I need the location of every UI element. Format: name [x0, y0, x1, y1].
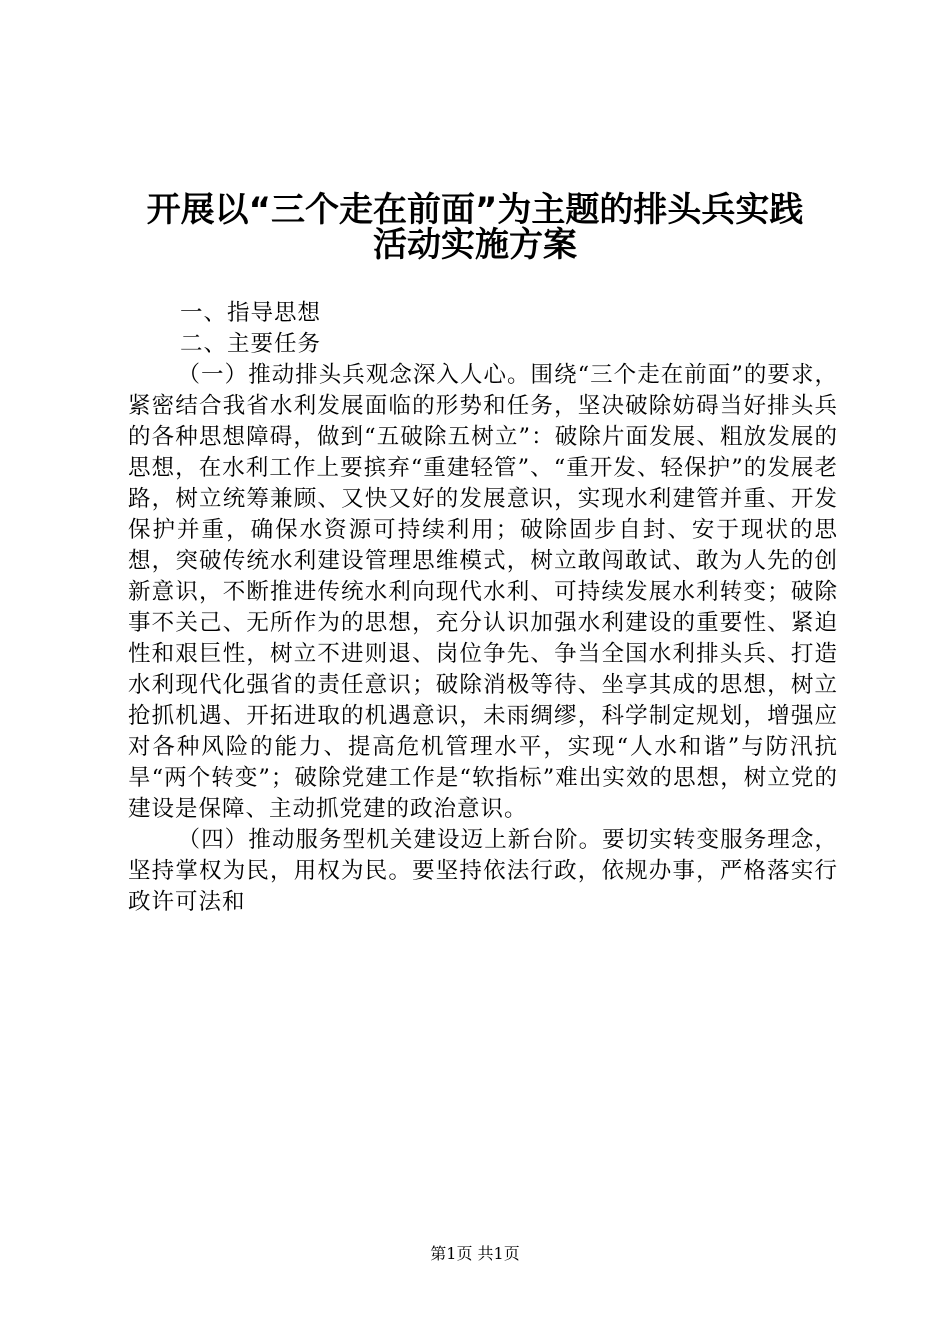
paragraph-task-four: （四）推动服务型机关建设迈上新台阶。要切实转变服务理念，坚持掌权为民，用权为民。要坚持依法行政，依规办事，严格落实行政许可法和 [128, 827, 838, 915]
section-heading-main-tasks: 二、主要任务 [180, 331, 322, 357]
paragraph-task-one: （一）推动排头兵观念深入人心。围绕“三个走在前面”的要求，紧密结合我省水利发展面临的形势和任务，坚决破除妨碍当好排头兵的各种思想障碍，做到“五破除五树立”：破除片面发展、粗放发展的思想，在水利工作上要摈弃“重建轻管”、“重开发、轻保护”的发展老路，树立统筹兼顾、又快又好的发展意识，实现水利建管并重、开发保护并重，确保水资源可持续利用；破除固步自封、安于现状的思想，突破传统水利建设管理思维模式，树立敢闯敢试、敢为人先的创新意识，不断推进传统水利向现代水利、可持续发展水利转变；破除事不关己、无所作为的思想，充分认识加强水利建设的重要性、紧迫性和艰巨性，树立不进则退、岗位争先、争当全国水利排头兵、打造水利现代化强省的责任意识；破除消极等待、坐享其成的思想，树立抢抓机遇、开拓进取的机遇意识，未雨绸缪，科学制定规划，增强应对各种风险的能力、提高危机管理水平，实现“人水和谐”与防汛抗旱“两个转变”；破除党建工作是“软指标”难出实效的思想，树立党的建设是保障、主动抓党建的政治意识。 [128, 362, 838, 822]
document-body [128, 360, 838, 918]
page-footer: 第1页 共1页 [430, 1244, 520, 1263]
document-title-line-2: 活动实施方案 [373, 225, 577, 265]
document-title-line-1: 开展以“三个走在前面”为主题的排头兵实践 [146, 190, 804, 230]
section-heading-guiding-thought: 一、指导思想 [180, 300, 322, 326]
